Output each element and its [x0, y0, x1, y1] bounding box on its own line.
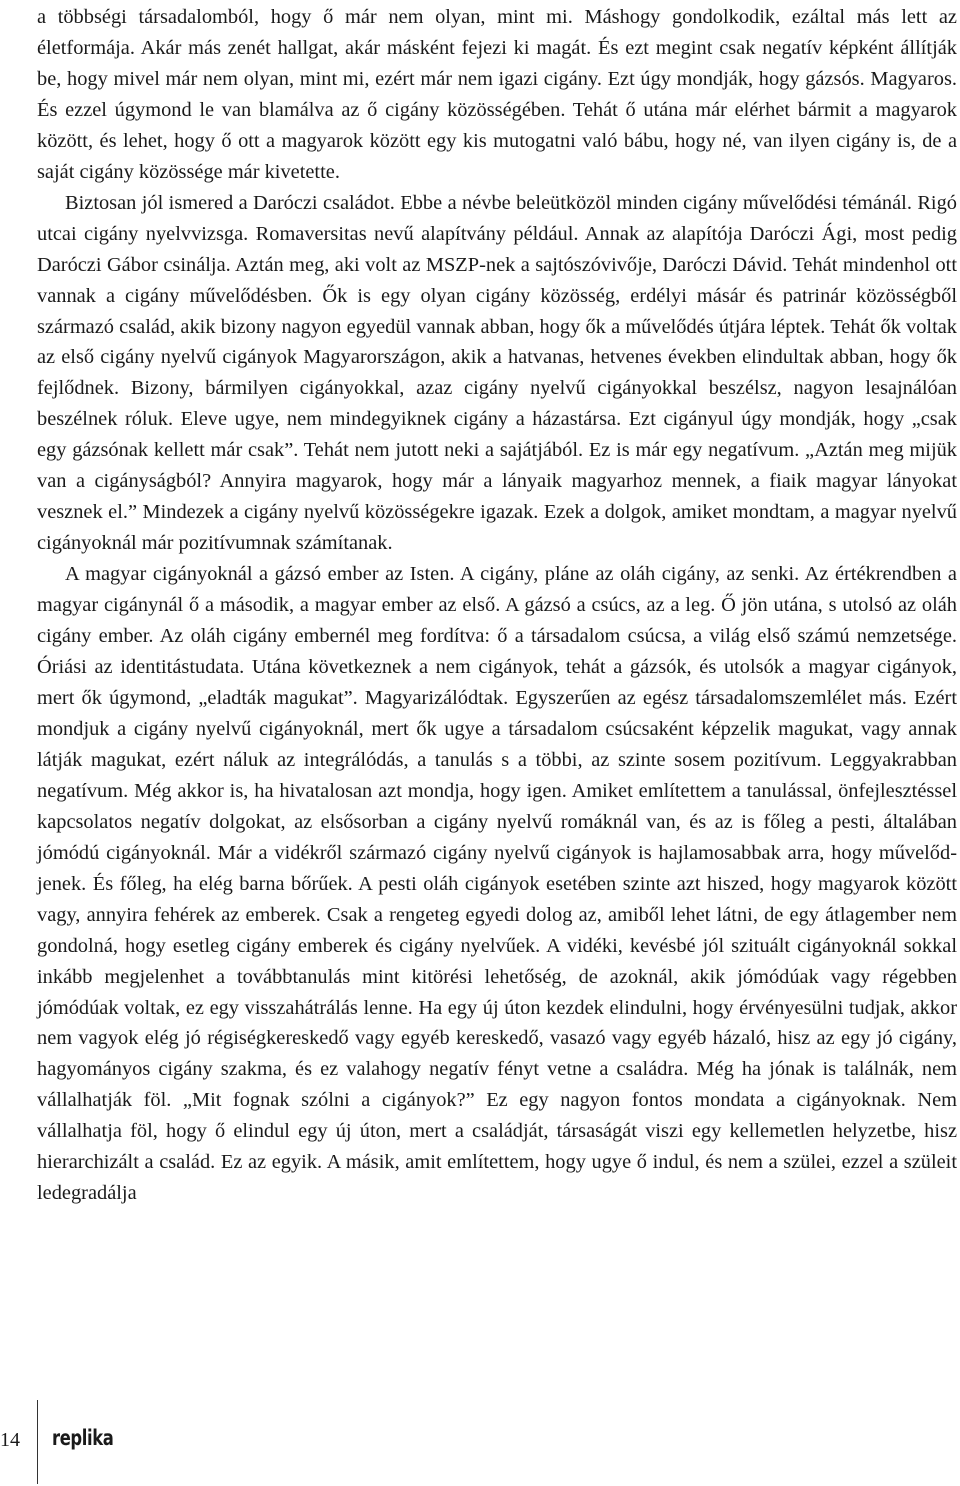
- paragraph-gazso-hierarchy: A magyar cigányoknál a gázsó ember az Isten. A cigány, pláne az oláh cigány, az senki. Az értékrendben a magyar cigánynál ő a második, a magyar ember az első. A gázsó a csúcs, az a leg. Ő jön utána, s utolsó az oláh cigány ember. Az oláh cigány embernél meg fordítva: ő a társadalom csúcsa, a világ első számú nemzetsége. Óriási az identitástudata. Utána következnek a nem cigányok, tehát a gázsók, és utolsók a magyar cigányok, mert ők úgymond, „eladták magukat”. Magyarizálódtak. Egyszerűen az egész társadalomszemlélet más. Ezért mondjuk a cigány nyelvű cigányoknál, mert ők ugye a társadalom csúcsaként képzelik magukat, vagy annak látják magukat, ezért náluk az integrálódás, a tanulás s a többi, az szinte sosem pozitívum. Leggyakrabban negatívum. Még akkor is, ha hivatalosan azt mondja, hogy igen. Amiket említettem a tanulással, önfejlesztéssel kapcsolatos negatív dolgokat, az elsősorban a cigány nyelvű romáknál van, és az is főleg a pesti, általában jómódú cigányoknál. Már a vidékről származó cigány nyelvű cigányok is hajlamosabbak arra, hogy művelődjenek. És főleg, ha elég barna bőrűek. A pesti oláh cigányok esetében szinte azt hiszed, hogy magyarok között vagy, annyira fehérek az emberek. Csak a rengeteg egyedi dolog az, amiből lehet látni, de egy átlagember nem gondolná, hogy esetleg cigány emberek és cigány nyelvűek. A vidéki, kevésbé jól szituált cigányoknál sokkal inkább megjelenhet a továbbtanulás mint kitörési lehetőség, de azoknál, akik jómódúak vagy régebben jómódúak voltak, ez egy visszahátrálás lenne. Ha egy új úton kezdek elindulni, hogy érvényesülni tudjak, akkor nem vagyok elég jó régiségkereskedő vagy egyéb kereskedő, vasazó vagy egyéb házaló, hisz az egy jó cigány, hagyományos cigány szakma, és ez valahogy negatív fényt vetne a családra. Még ha jónak is találnák, nem vállalhatják föl. „Mit fognak szólni a cigányok?” Ez egy nagyon fontos mondata a cigányoknak. Nem vállalhatja föl, hogy ő elindul egy új úton, mert a családját, társaságát viszi egy kellemetlen helyzetbe, hisz hierarchizált a család. Ez az egyik. A másik, amit említettem, hogy ugye ő indul, és nem a szülei, ezzel a szüleit ledegradálja: [37, 563, 957, 1205]
- journal-logo: replika: [52, 1426, 114, 1450]
- page-footer: [0, 1400, 960, 1486]
- paragraph-continuation: a többségi társadalomból, hogy ő már nem olyan, mint mi. Máshogy gondolkodik, ezáltal más lett az életformája. Akár más zenét hallgat, akár másként fejezi ki magát. És ezt megint csak negatív képként állítják be, hogy mivel már nem olyan, mint mi, ezért már nem igazi cigány. Ezt úgy mondják, hogy gázsós. Magyaros. És ezzel úgymond le van blamálva az ő cigány közösségében. Tehát ő utána már elérhet bármit a magyarok között, és lehet, hogy ő ott a magyarok között egy kis mutogatni való bábu, hogy né, van ilyen cigány is, de a saját cigány közössége már kivetette.: [37, 6, 957, 183]
- footer-divider: [37, 1400, 38, 1484]
- page-number: 14: [0, 1429, 20, 1451]
- article-body: [37, 2, 957, 1209]
- paragraph-daroczi-family: Biztosan jól ismered a Daróczi családot. Ebbe a névbe beleütközöl minden cigány művelődési témánál. Rigó utcai cigány nyelvvizsga. Romaversitas nevű alapítvány például. Annak az alapítója Daróczi Ági, most pedig Daróczi Gábor csinálja. Aztán meg, aki volt az MSZP-nek a sajtószóvivője, Daróczi Dávid. Tehát mindenhol ott vannak a cigány művelődésben. Ők is egy olyan cigány közösség, erdélyi másár és patrinár közösségből származó család, akik bizony nagyon egyedül vannak abban, hogy ők a művelődés útjára léptek. Tehát ők voltak az első cigány nyelvű cigányok Magyarországon, akik a hatvanas, hetvenes években elindultak abban, hogy ők fejlődnek. Bizony, bármilyen cigányokkal, azaz cigány nyelvű cigányokkal beszélsz, nagyon lesajnálóan beszélnek róluk. Eleve ugye, nem mindegyiknek cigány a házastársa. Ezt cigányul úgy mondják, hogy „csak egy gázsónak kellett már csak”. Tehát nem jutott neki a sajátjából. Ez is már egy negatívum. „Aztán meg mijük van a cigányságból? Annyira magyarok, hogy már a lányaik magyarhoz mennek, a fiaik magyar lányokat vesznek el.” Mindezek a cigány nyelvű közösségekre igazak. Ezek a dolgok, amiket mondtam, a magyar nyelvű cigányoknál már pozitívumnak számítanak.: [37, 191, 957, 555]
